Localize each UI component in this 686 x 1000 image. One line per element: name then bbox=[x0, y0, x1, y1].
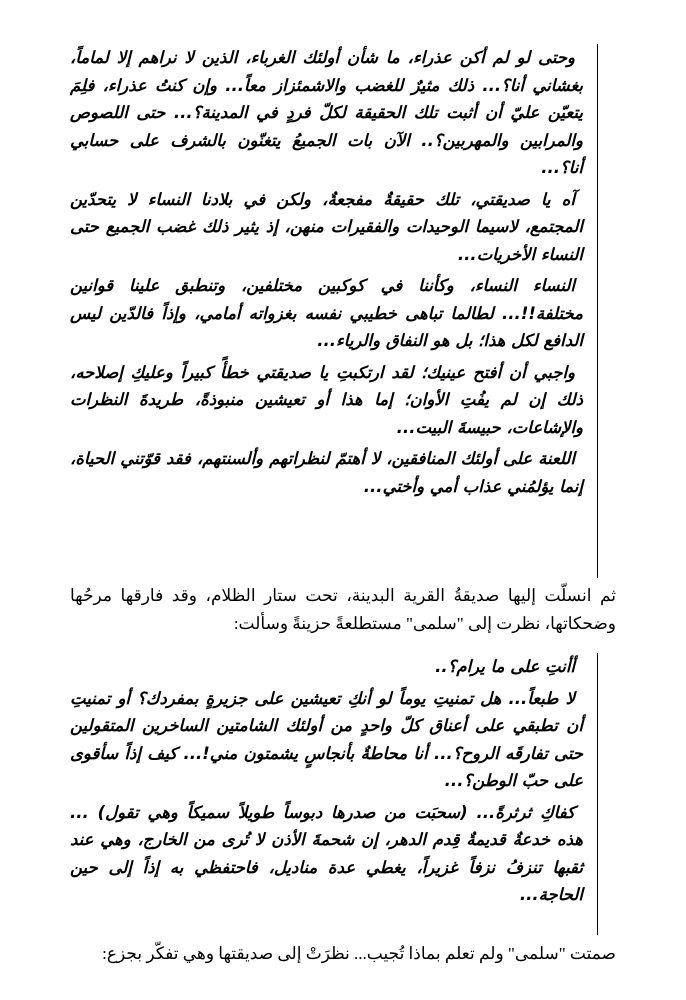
quote-paragraph: واجبي أن أفتح عينيك؛ لقد ارتكبتِ يا صديقتي خطأً كبيراً وعليكِ إصلاحه، ذلك إن لم يفُتِ الأوان؛ إما هذا أو تعيشين منبوذةً، طريدةَ النظرات والإشاعات، حبيسةَ البيت... bbox=[70, 362, 583, 437]
narration-paragraph: صمتت "سلمى" ولم تعلم بماذا تُجيب... نظرَتْ إلى صديقتها وهي تفكّر بجزع: bbox=[102, 944, 616, 963]
quote-paragraph: أأنتِ على ما يرام؟.. bbox=[435, 657, 575, 676]
quote-paragraph: النساء النساء، وكأننا في كوكبين مختلفين، وتنطبق علينا قوانين مختلفة!!... لطالما تباهى خطيبي نفسه بغزواته أمامي، وإذاً فالدّين ليس الدافع لكل هذا؛ بل هو النفاق والرياء... bbox=[70, 276, 583, 350]
quote-block-conversation bbox=[70, 653, 598, 935]
quote-paragraph: لا طبعاً... هل تمنيتِ يوماً لو أنكِ تعيشين على جزيرةٍ بمفردك؟ أو تمنيتِ أن تطبقي على أعناق كلّ واحدٍ من أولئك الشامتين الساخرين المتقولين حتى تفارقَه الروح؟... أنا محاطةٌ بأنجاسٍ يشمتون مني!... كيف إذاً سأقوى على حبّ الوطن؟... bbox=[70, 688, 583, 790]
quote-paragraph: اللعنة على أولئك المنافقين، لا أهتمّ لنظراتهم وألسنتهم، فقد قوّتني الحياة، إنما يؤلمُني عذاب أمي وأختي... bbox=[70, 449, 583, 496]
quote-paragraph: آه يا صديقتي، تلك حقيقةٌ مفجعةٌ، ولكن في بلادنا النساء لا يتحدّين المجتمع، لاسيما الوحيدات والفقيرات منهن، إذ يثير ذلك غضب الجميع حتى النساء الأخريات... bbox=[70, 189, 583, 264]
quote-paragraph: كفاكِ ثرثرةً... (سحبَت من صدرها دبوساً طويلاً سميكاً وهي تقول) ... هذه خدعةٌ قديمةٌ قِدم الدهر، إن شحمةَ الأذن لا تُرى من الخارج، وهي عند ثقبها تنزفُ نزفاً غزيراً، يغطي عدة مناديل، فاحتفظي به إذاً إلى حين الحاجة... bbox=[70, 802, 583, 904]
quote-block-dialogue bbox=[70, 44, 598, 578]
quote-paragraph: وحتى لو لم أكن عذراء، ما شأن أولئك الغرباء، الذين لا نراهم إلا لماماً، بغشاني أنا؟... ذلك مثيرٌ للغضب والاشمئزاز معاً... وإن كنتُ عذراء، فلِمَ يتعيّن عليّ أن أثبت تلك الحقيقة لكلّ فردٍ في المدينة؟... حتى اللصوص والمرابين والمهربين؟.. الآن بات الجميعُ يتغنّون بالشرف على حسابي أنا؟... bbox=[70, 48, 583, 177]
narration-paragraph: ثم انسلّت إليها صديقةُ القرية البدينة، تحت ستار الظلام، وقد فارقها مرحُها وضحكاتها، نظرت إلى "سلمى" مستطلعةً حزينةً وسألت: bbox=[70, 586, 616, 633]
